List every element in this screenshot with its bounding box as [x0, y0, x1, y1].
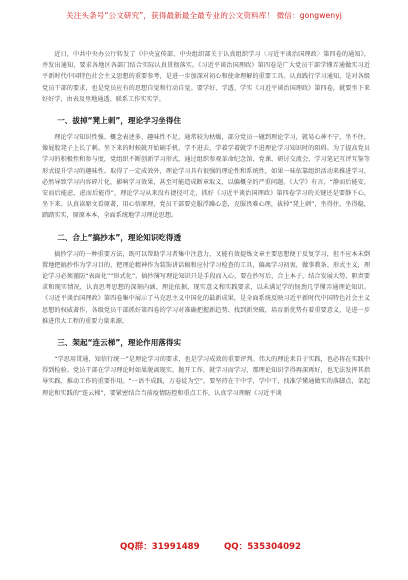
section-3-heading: 三、架起“连云梯”，理论作用落得实 — [57, 338, 182, 348]
qq-contact-number: QQ：535304092 — [224, 542, 302, 552]
intro-paragraph: 近日，中共中央办公厅转发了《中央宣传部、中央组织部关于认真组织学习〈习近平谈治国理政〉第四卷的通知》，并发出通知，要求各地区各部门结合实际认真贯彻落实。《习近平谈治国理政》第四卷是广大党员干部学懂弄通做实习近平新时代中国特色社会主义思想的重要参考，是进一步加深对初心和使命理解的重要工具。认真践行学习通知，是对各级党员干部的要求，也是党员应有的思想自觉和行动自觉。要学好、学透、学实《习近平谈治国理政》第四卷，就要坐下来好好学，由表及里地通透、联系工作实实学。 — [42, 51, 370, 103]
section-2-heading: 二、合上“搞抄本”，理论知识吃得透 — [57, 232, 182, 242]
qq-group-number: QQ群：31991489 — [120, 542, 200, 552]
section-2-paragraph: 搞抄学习的一种重要方法，既可以帮助学习者集中注意力，又能有效提炼文章主要思想便于反复学习，但不应本末倒置地把搞抄作为学习目的，把理论精神作为装饰讲话稿和应付学习检查的工具，偏离学习初衷，做事教条、形式主义，理论学习必须谨防“表面化”“形式化”，搞抄簿写理论知识只是手段而入心，要在抄写后，合上本子，结合发展大势、职责要求和现实情况，认真思考思想的深刻内涵、理论依据、现实意义和实践要求，以未满足学的韧劲几学懂弄通理论知识。《习近平谈治国理政》第四卷集中展示了马克思主义中国化的最新成果，是全面系统反映习近平新时代中国特色社会主义思想的权威著作，各级党员干部抓好第四卷的学习对准确把握新趋势、找到新突破，培育新优势有着重要意义，是进一步推进伟大工程的重要力量来源。 — [42, 250, 370, 325]
section-3-paragraph: “学思用贯通，知信行统一”是理论学习的要求，也是学习成效的重要评判。伟大的理论来自于实践，也必将在实践中得到检验。党员干部在学习理论时如果脱离现实，抛开工作，就学习而学习，那理论知识学得再深再好，也无法发挥其指导实践、推动工作的重要作用。“一语不成践，万卷徒为空”，要坚持在干中学，学中干，找准学懂通做实的落脚点，架起理论和实践的“连云梯”，要紧密结合当前疫情防控和重点工作，认真学习理解《习近平谈 — [42, 356, 370, 397]
section-1-heading: 一、拔掉“凳上刺”，理论学习坐得住 — [57, 116, 182, 126]
section-1-paragraph: 理论学习知识性强、概念表述多，趣味性不足，通常较为枯燥，部分党员一碰到理论学习，就易心神不宁，坐不住，像屁股凳子上长了刺。坐下来的时候就开始刷手机，学不进去，学着学着就学不进理论学习知识时的阻碍。为了提高党员学习的积极性和参与度，党组织不断创新学习形式，通过组织参观革命纪念馆、党课、研讨交流会、学习笔记互评互鉴等形式提升学习的趣味性。取得了一定成效外，理论学习具有很强的理论性和系统性，如果一味依靠组织活动来推进学习，必然导致学习内容碎片化，影响学习效果，甚至可能造成断章取义、以偏概全的严重问题。《大学》有言，“静而后能安，安而后能虑，虑而后能得”，理论学习从来没有捷径可走，抓好《习近平谈治国理政》第四卷学习的关键还是要静下心，坐下来。认真读原文看原著，用心悟原理，党员干部要克服浮躁心态，克服畏难心理，拔掉“凳上刺”，坐得住、坐得稳，踏踏实实，原原本本，全面系统地学习理论思想。 — [42, 134, 370, 220]
header-banner: 关注头条号“公文研究”，获得最新最全最专业的公文资料库！ 微信：gongwenyj — [66, 11, 342, 20]
document-body — [42, 49, 370, 401]
